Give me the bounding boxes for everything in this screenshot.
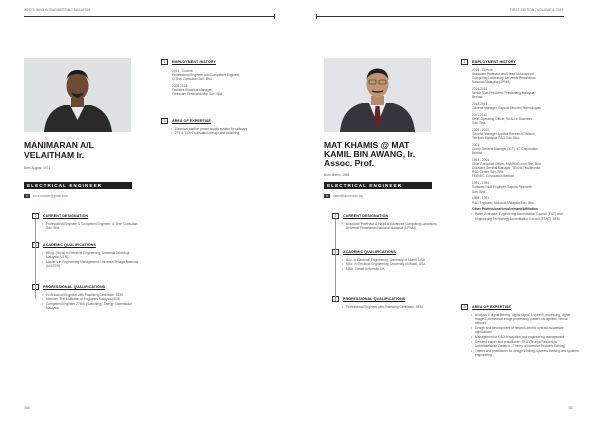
employment-entry	[472, 143, 579, 155]
employment-line: Chief Operating Officer, SKALI e-Business	[472, 116, 532, 121]
employment-entry	[472, 113, 579, 125]
section-number: 4	[332, 296, 339, 302]
section-professional	[32, 284, 142, 311]
section-employment	[161, 59, 276, 99]
section-number: 2	[32, 213, 39, 219]
employment-entry	[472, 158, 579, 178]
employment-line: Sdn. Bhd.	[472, 189, 486, 194]
employment-line: 2001	[472, 142, 480, 147]
list-item: • Management of R&D, innovation and engineering management	[471, 335, 579, 339]
list-item: • Panel Evaluator, Engineering Accreditation Council (EAC) and Engineering Technology Accreditation Council (ETAC), BEM	[471, 212, 579, 220]
employment-line: Chief Executive Officer, MyMRND.com Sdn. Bhd.	[472, 162, 542, 167]
employment-line: R&D Centre Sdn. Bhd.	[472, 170, 505, 175]
section-number: 1	[161, 59, 168, 65]
section-title: ACADEMIC QUALIFICATIONS	[343, 249, 396, 254]
section-connector-line	[335, 219, 336, 301]
email-row	[24, 194, 68, 198]
academic-list	[332, 258, 444, 272]
section-employment	[461, 59, 579, 221]
person-name-line2: KAMIL BIN AWANG, Ir.	[324, 149, 416, 159]
profile-photo	[324, 58, 431, 132]
list-item: • Professional Engineer with Practising Certificate, BEM	[342, 305, 444, 309]
birth-date: Born March, 1966	[324, 173, 350, 177]
employment-entry	[472, 87, 579, 99]
designation-list	[332, 222, 444, 230]
section-title: EMPLOYMENT HISTORY	[472, 59, 516, 64]
person-name-line1: MAT KHAMIS @ MAT	[324, 140, 410, 150]
email-icon: ✉	[325, 194, 329, 198]
employment-line: 1988 - 1991	[472, 196, 490, 201]
expertise-list	[461, 313, 579, 357]
header-rule	[24, 16, 274, 17]
employment-line: 1991 - 1994	[472, 181, 490, 186]
employment-line: Group General Manager (ICT), IIC Corporation	[472, 147, 539, 152]
academic-list	[32, 251, 142, 268]
person-name-line3: Assoc. Prof.	[324, 158, 375, 168]
employment-line: Telekom Malaysia R&D Sdn. Bhd.	[472, 136, 520, 141]
email-row	[324, 194, 363, 198]
section-connector-line	[35, 219, 36, 299]
person-name-line2: VELAITHAM Ir.	[24, 150, 85, 160]
employment-entry	[472, 196, 579, 204]
employment-line: Nasional Malaysia (UPNM)	[472, 79, 511, 84]
employment-line: 2014 - Current	[172, 68, 193, 73]
section-number: 1	[461, 59, 468, 65]
role-band: ELECTRICAL ENGINEER	[24, 182, 132, 189]
other-involvement-heading: Other Professional Involvement/Affiliation	[472, 207, 538, 212]
portrait-image	[24, 58, 131, 132]
section-number: 4	[32, 284, 39, 290]
section-title: EMPLOYMENT HISTORY	[172, 59, 216, 64]
list-item: • Analysis & digital filtering, digital signal & speech processing, digital image & biomedical image processing, pattern recognition, neural network	[471, 313, 579, 326]
expertise-list	[161, 127, 276, 136]
employment-line: Facilities Electrical Manager,	[172, 87, 213, 92]
section-designation	[32, 213, 142, 231]
list-item: • BSc. in Electrical Engineering, University of Miami, USA	[342, 258, 444, 262]
list-item: • Competent Engineer 275kV (Switching), Energy Commission Malaysia	[42, 302, 142, 310]
section-number: 5	[461, 304, 468, 310]
employment-list	[461, 68, 579, 205]
list-item: • 275 & 132kV substation design and switching	[171, 131, 276, 135]
employment-line: Professional Engineer and Competent Engineer,	[172, 72, 241, 77]
employment-line: 2008-2013	[172, 83, 188, 88]
page-number: 387	[568, 406, 574, 410]
section-title: PROFESSIONAL QUALIFICATIONS	[343, 296, 406, 301]
employment-line: Freescale Semiconductor Sdn. Bhd.	[172, 91, 224, 96]
email-address[interactable]: kamil@upnm.edu.my	[333, 194, 363, 199]
right-page	[300, 0, 600, 424]
employment-entry	[472, 181, 579, 193]
email-icon: ✉	[25, 194, 29, 198]
employment-entry	[172, 69, 276, 81]
employment-line: 2012-2014	[472, 101, 488, 106]
header-rule	[316, 16, 564, 17]
employment-line: FEENEC Corporation Berhad	[472, 174, 514, 179]
employment-line: 2011-2012	[472, 112, 488, 117]
employment-line: Assistant General Manager, TEKNIC Multimedia	[472, 166, 541, 171]
designation-list	[32, 222, 142, 230]
section-designation	[332, 213, 444, 231]
section-title: AREA OF EXPERTISE	[472, 304, 511, 309]
section-professional	[332, 296, 444, 309]
professional-list	[32, 293, 142, 311]
section-number: 3	[332, 249, 339, 255]
section-number: 5	[161, 118, 168, 124]
list-item: • Electrical traction power supply system for railways	[171, 127, 276, 131]
employment-line: Senior Vice-President, Prestariang Malaysia	[472, 90, 535, 95]
list-item: • BEng. (Hons) in Electrical Engineering, Universiti Teknologi Malaysia (UTM)	[42, 251, 142, 259]
employment-line: General Manager, Sapura Secured Technologies	[472, 105, 541, 110]
section-title: ACADEMIC QUALIFICATIONS	[43, 242, 96, 247]
header-tick	[274, 14, 275, 19]
employment-line: Associate Professor and Head of Advanced	[472, 71, 534, 76]
email-address[interactable]: kvck.manoe@gmail.com	[33, 194, 68, 199]
section-number: 3	[32, 242, 39, 248]
section-number: 2	[332, 213, 339, 219]
employment-line: 2016-2016	[472, 86, 488, 91]
page-number: 386	[24, 406, 30, 410]
list-item: • Associate Professor & Head of Advanced Computing Laboratory, Universiti Pertahanan Nasional Malaysia (UPNM)	[342, 222, 444, 230]
section-title: PROFESSIONAL QUALIFICATIONS	[43, 284, 106, 289]
section-title: AREA OF EXPERTISE	[172, 118, 211, 123]
employment-line: Berhad	[472, 94, 483, 99]
employment-line: IJ-Tech Consultan Sdn. Bhd.	[172, 76, 213, 81]
employment-line: Software R&D Engineer, Sapura Research	[472, 185, 533, 190]
employment-line: General Manager Applied Research Division,	[472, 132, 536, 136]
list-item: • Design and development of network-centric operations/warfare applications	[471, 326, 579, 334]
list-item: • MSc. in Electrical Engineering, University of Miami, USA	[342, 262, 444, 266]
person-name-line1: MANIMARAN A/L	[24, 140, 94, 150]
employment-line: 2004 - 2010	[472, 127, 490, 132]
employment-entry	[472, 128, 579, 140]
other-involvement-list	[461, 212, 579, 220]
employment-line: Computing Laboratory, Universiti Pertahanan	[472, 75, 536, 80]
list-item: • Professional Engineer & Competent Engineer, IJ-Tech Consultan Sdn. Bhd.	[42, 222, 142, 230]
employment-line: Sdn. Bhd.	[472, 121, 486, 126]
section-title: CURRENT DESIGNATION	[343, 213, 389, 218]
birth-date: Born August, 1971	[24, 166, 51, 170]
employment-line: 2016 - Current	[472, 67, 493, 72]
professional-list	[332, 305, 444, 309]
list-item: • Professional Engineer with Practising Certificate, BEM	[42, 293, 142, 297]
section-academic	[332, 249, 444, 272]
employment-line: 1994 - 2000	[472, 158, 490, 163]
list-item: • Certified trainer and practitioner: TRIZ (Teoriya Resheniya Izobretatelskikh Zadatch – Theory of Inventive Problem Solving)	[471, 340, 579, 348]
list-item: • Master's in Engineering Management, Universiti Tenaga Nasional (UNITEN)	[42, 260, 142, 268]
profile-photo	[24, 58, 131, 132]
employment-line: R&D Engineer, Motorola Malaysia Sdn. Bhd.	[472, 200, 535, 205]
list-item: • Member, The Institution of Engineers Malaysia (IEM)	[42, 297, 142, 301]
employment-entry	[472, 102, 579, 110]
section-expertise	[461, 304, 579, 358]
list-item: • Trainer and practitioner for design thinking, systems thinking and systems engineering	[471, 349, 579, 357]
section-title: CURRENT DESIGNATION	[43, 213, 89, 218]
employment-line: Berhad	[472, 151, 483, 156]
employment-entry	[472, 68, 579, 84]
portrait-image	[324, 58, 431, 132]
section-academic	[32, 242, 142, 269]
section-expertise	[161, 118, 276, 136]
list-item: • MBA, Cardiff University, UK	[342, 267, 444, 271]
role-band: ELECTRICAL ENGINEER	[324, 182, 432, 189]
employment-list	[161, 69, 276, 96]
running-header-right: FIRST EDITION | VOLUME 4, 2019	[510, 8, 564, 12]
running-header-left: WHO'S WHO IN ENGINEERING MALAYSIA	[24, 8, 91, 12]
employment-entry	[172, 84, 276, 96]
